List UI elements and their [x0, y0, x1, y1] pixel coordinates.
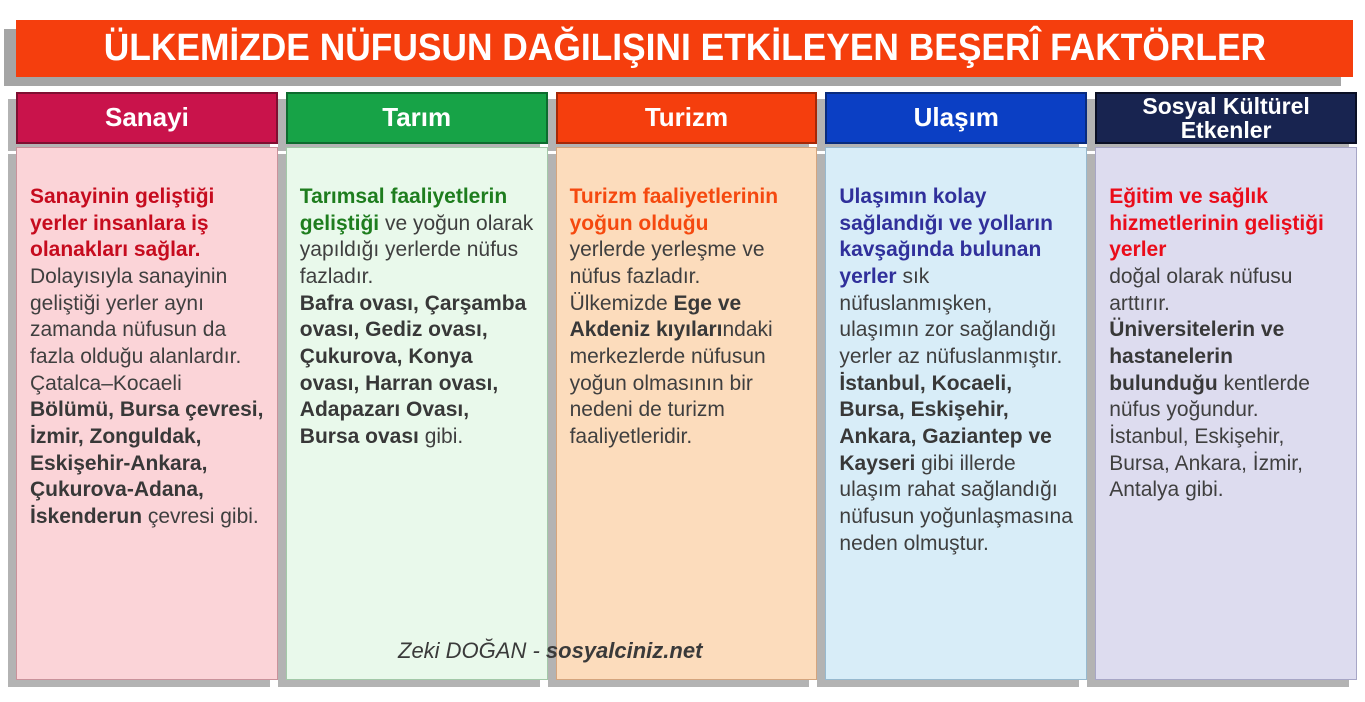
column-header-sanayi	[16, 92, 278, 144]
factor-columns-row	[16, 92, 1357, 680]
column-header-label: Sosyal Kültürel Etkenler	[1142, 92, 1310, 143]
attribution-author: Zeki DOĞAN -	[398, 638, 546, 663]
column-ulasim	[825, 92, 1087, 680]
column-body-ulasim: Ulaşımın kolay sağlandığı ve yolların kavşağında bulunan yerler sık nüfuslanmışken, ulaşımın zor sağlandığı yerler az nüfuslanmıştır. İstanbul, Kocaeli, Bursa, Eskişehir, Ankara, Gaziantep ve Kayseri gibi illerde ulaşım rahat sağlandığı nüfusun yoğunlaşmasına neden olmuştur.	[825, 147, 1087, 680]
column-body-sosyal-kulturel: Eğitim ve sağlık hizmetlerinin geliştiği yerler doğal olarak nüfusu arttırır. Üniversitelerin ve hastanelerin bulunduğu kentlerde nüfus yoğundur. İstanbul, Eskişehir, Bursa, Ankara, İzmir, Antalya gibi.	[1095, 147, 1357, 680]
column-header-label: Ulaşım	[913, 102, 999, 133]
column-header-ulasim	[825, 92, 1087, 144]
column-header-label: Turizm	[644, 102, 729, 133]
column-turizm	[556, 92, 818, 680]
column-body-turizm: Turizm faaliyetlerinin yoğun olduğu yerlerde yerleşme ve nüfus fazladır. Ülkemizde Ege ve Akdeniz kıyılarındaki merkezlerde nüfusun yoğun olmasının bir nedeni de turizm faaliyetleridir.	[556, 147, 818, 680]
column-sanayi	[16, 92, 278, 680]
column-sosyal-kulturel	[1095, 92, 1357, 680]
column-header-tarim	[286, 92, 548, 144]
column-header-label: Tarım	[382, 102, 452, 133]
column-header-sosyal-kulturel	[1095, 92, 1357, 144]
column-header-turizm	[556, 92, 818, 144]
attribution-site: sosyalciniz.net	[545, 638, 703, 663]
column-body-sanayi: Sanayinin geliştiği yerler insanlara iş olanakları sağlar. Dolayısıyla sanayinin geliştiği yerler aynı zamanda nüfusun da fazla olduğu alanlardır. Çatalca–Kocaeli Bölümü, Bursa çevresi, İzmir, Zonguldak, Eskişehir-Ankara, Çukurova-Adana, İskenderun çevresi gibi.	[16, 147, 278, 680]
attribution	[398, 638, 702, 664]
column-tarim	[286, 92, 548, 680]
column-body-tarim: Tarımsal faaliyetlerin geliştiği ve yoğun olarak yapıldığı yerlerde nüfus fazladır. Bafra ovası, Çarşamba ovası, Gediz ovası, Çukurova, Konya ovası, Harran ovası, Adapazarı Ovası, Bursa ovası gibi.	[286, 147, 548, 680]
column-header-label: Sanayi	[104, 102, 189, 133]
page-title: ÜLKEMİZDE NÜFUSUN DAĞILIŞINI ETKİLEYEN BEŞERÎ FAKTÖRLER	[103, 27, 1266, 69]
title-bar	[16, 20, 1353, 77]
